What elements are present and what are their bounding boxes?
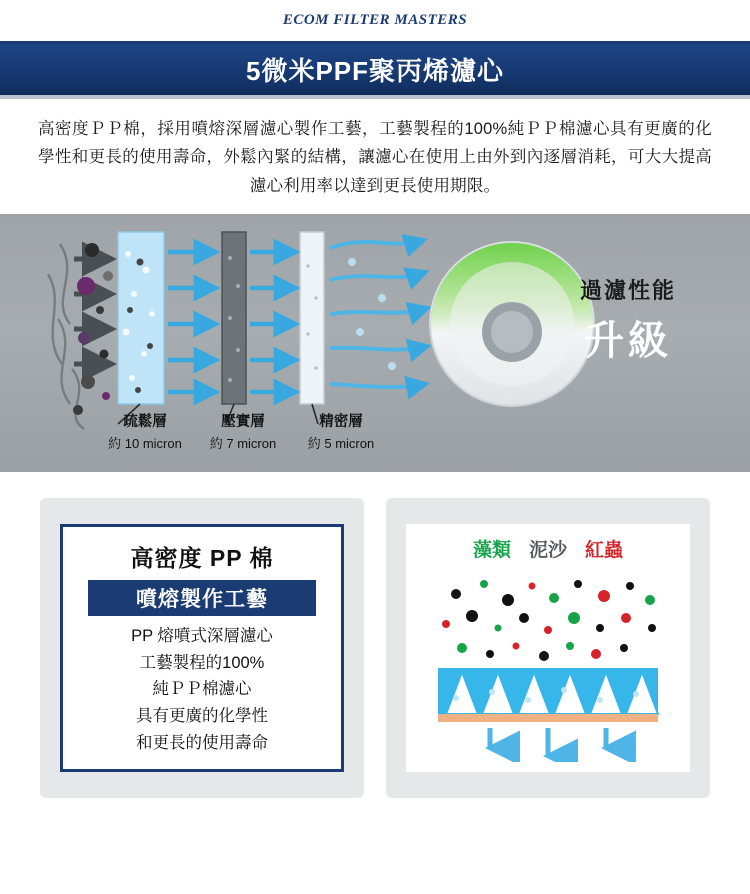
- card-material-line-2: 工藝製程的100%: [139, 653, 265, 672]
- description-text: 高密度ＰＰ棉，採用噴熔深層濾心製作工藝，工藝製程的100%純ＰＰ棉濾心具有更廣的化學性和更長的使用壽命，外鬆內緊的結構，讓濾心在使用上由外到內逐層消耗，可大大提高濾心利用率以達到更長使用期限。: [38, 120, 712, 195]
- performance-label: 過濾性能: [579, 278, 676, 304]
- contaminant-svg: [428, 572, 668, 762]
- footer-spacer: [0, 822, 750, 830]
- layer-label-loose: 疏鬆層 約 10 micron: [108, 414, 182, 452]
- legend-item-algae: 藻類: [472, 539, 511, 561]
- performance-callout: [528, 274, 728, 366]
- card-material-line-5: 和更長的使用壽命: [136, 733, 268, 752]
- card-contaminants-inner: [406, 524, 690, 772]
- card-material-line-4: 具有更廣的化學性: [136, 706, 268, 725]
- card-material-line-1: PP 熔噴式深層濾心: [131, 626, 273, 645]
- title-band: [0, 44, 750, 99]
- card-material-line-3: 純ＰＰ棉濾心: [152, 680, 252, 699]
- card-material: [40, 498, 364, 798]
- card-material-title: 高密度 PP 棉: [130, 544, 274, 571]
- contaminant-diagram: [428, 572, 668, 762]
- card-material-band: 噴熔製作工藝: [88, 580, 317, 616]
- brand-name: ECOM FILTER MASTERS: [282, 12, 468, 28]
- brand-bar: [0, 0, 750, 44]
- layer-label-fine: 精密層 約 5 micron: [307, 414, 375, 452]
- feature-cards: [0, 472, 750, 822]
- filtration-diagram: [0, 214, 750, 472]
- card-contaminants: [386, 498, 710, 798]
- contaminant-legend: [473, 535, 623, 562]
- legend-item-silt: 泥沙: [528, 539, 567, 561]
- performance-value: 升級: [584, 319, 672, 364]
- page-title: 5微米PPF聚丙烯濾心: [245, 56, 505, 86]
- description-block: [0, 99, 750, 210]
- layer-label-compact: 壓實層 約 7 micron: [209, 414, 277, 452]
- legend-item-worm: 紅蟲: [585, 539, 624, 561]
- card-material-inner: [60, 524, 344, 772]
